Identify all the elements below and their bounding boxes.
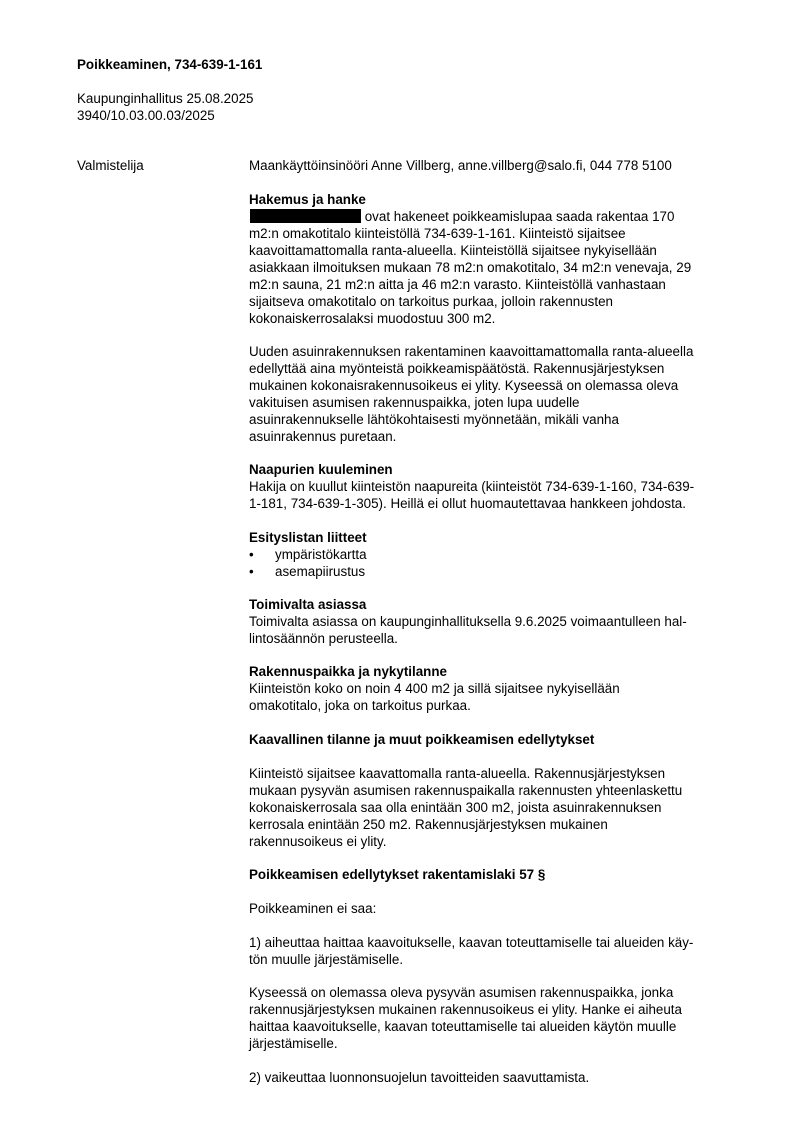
list-item: • asemapiirustus (249, 564, 366, 579)
paragraph-line: vakituisen asumisen rakennuspaikka, joten lupa uudelle (249, 395, 580, 410)
section-heading: Poikkeamisen edellytykset rakentamislaki 57 § (249, 867, 546, 882)
list-item: • ympäristökartta (249, 547, 367, 562)
paragraph-line: Hakija on kuullut kiinteistön naapureita (kiinteistöt 734-639-1-160, 734-639- (249, 479, 695, 494)
section-zoning-body (249, 765, 749, 850)
section-building-site (249, 663, 749, 714)
paragraph-line: Kyseessä on olemassa oleva pysyvän asumisen rakennuspaikka, jonka (249, 985, 674, 1000)
condition-item-1-answer (249, 984, 749, 1052)
paragraph-line: asuinrakennus puretaan. (249, 429, 397, 444)
paragraph-line: tön muulle järjestämiselle. (249, 952, 404, 967)
bullet-icon: • (249, 564, 254, 579)
section-jurisdiction (249, 596, 749, 647)
paragraph-line: asiakkaan ilmoituksen mukaan 78 m2:n omakotitalo, 34 m2:n venevaja, 29 (249, 260, 692, 275)
paragraph-line: haittaa kaavoitukselle, kaavan toteuttamiselle tai alueiden käytön muulle (249, 1019, 677, 1034)
section-heading: Hakemus ja hanke (249, 192, 366, 207)
condition-item-2 (249, 1069, 749, 1086)
paragraph-line: m2:n omakotitalo kiinteistöllä 734-639-1-161. Kiinteistö sijaitsee (249, 226, 626, 241)
preparer-label: Valmistelija (77, 158, 144, 173)
paragraph-line: mukaan pysyvän asumisen rakennuspaikalla rakennusten yhteenlaskettu (249, 783, 683, 798)
paragraph-line: Poikkeaminen ei saa: (249, 901, 377, 916)
section-heading: Toimivalta asiassa (249, 597, 367, 612)
document-title: Poikkeaminen, 734-639-1-161 (77, 57, 263, 72)
paragraph-line: m2:n sauna, 21 m2:n aitta ja 46 m2:n varasto. Kiinteistöllä vanhastaan (249, 277, 666, 292)
section-application (249, 191, 749, 327)
paragraph-line: 1-181, 734-639-1-305). Heillä ei ollut huomautettavaa hankkeen johdosta. (249, 496, 686, 511)
paragraph-line: edellyttää aina myönteistä poikkeamispäätöstä. Rakennusjärjestyksen (249, 361, 665, 376)
paragraph-line: Uuden asuinrakennuksen rakentaminen kaavoittamattomalla ranta-alueella (249, 344, 694, 359)
section-zoning (249, 731, 749, 748)
preparer-value: Maankäyttöinsinööri Anne Villberg, anne.villberg@salo.fi, 044 778 5100 (249, 158, 672, 173)
redaction-bar (250, 209, 361, 223)
conditions-intro (249, 900, 749, 917)
paragraph-line: kerrosala enintään 250 m2. Rakennusjärjestyksen mukainen (249, 817, 608, 832)
paragraph-line: ovat hakeneet poikkeamislupaa saada rakentaa 170 (249, 208, 749, 225)
section-heading: Rakennuspaikka ja nykytilanne (249, 664, 447, 679)
paragraph-line: 2) vaikeuttaa luonnonsuojelun tavoitteiden saavuttamista. (249, 1070, 590, 1085)
meeting-line: Kaupunginhallitus 25.08.2025 (77, 91, 254, 106)
paragraph-line: asuinrakennukselle lähtökohtaisesti myönnetään, mikäli vanha (249, 412, 619, 427)
section-application-p2 (249, 343, 749, 445)
paragraph-line: kokonaiskerrosala saa olla enintään 300 m2, joista asuinrakennuksen (249, 800, 662, 815)
paragraph-line: lintosäännön perusteella. (249, 631, 398, 646)
paragraph-line: kokonaiskerrosalaksi muodostuu 300 m2. (249, 311, 496, 326)
section-heading: Kaavallinen tilanne ja muut poikkeamisen edellytykset (249, 732, 595, 747)
paragraph-line: sijaitseva omakotitalo on tarkoitus purkaa, jolloin rakennusten (249, 294, 613, 309)
section-attachments (249, 529, 749, 580)
paragraph-line: järjestämiselle. (249, 1036, 338, 1051)
paragraph-line: Kiinteistö sijaitsee kaavattomalla ranta-alueella. Rakennusjärjestyksen (249, 766, 666, 781)
condition-item-1 (249, 934, 749, 968)
record-number: 3940/10.03.00.03/2025 (77, 108, 215, 123)
paragraph-line: Toimivalta asiassa on kaupunginhallituksella 9.6.2025 voimaantulleen hal- (249, 614, 687, 629)
paragraph-line: Kiinteistön koko on noin 4 400 m2 ja sillä sijaitsee nykyisellään (249, 681, 620, 696)
section-heading: Esityslistan liitteet (249, 530, 367, 545)
paragraph-line: mukainen kokonaisrakennusoikeus ei ylity. Kyseessä on olemassa oleva (249, 378, 679, 393)
paragraph-line: kaavoittamattomalla ranta-alueella. Kiinteistöllä sijaitsee nykyisellään (249, 243, 657, 258)
paragraph-line: 1) aiheuttaa haittaa kaavoitukselle, kaavan toteuttamiselle tai alueiden käy- (249, 935, 694, 950)
section-neighbours (249, 461, 749, 512)
paragraph-line: rakennusjärjestyksen mukainen rakennusoikeus ei ylity. Hanke ei aiheuta (249, 1002, 682, 1017)
section-heading: Naapurien kuuleminen (249, 462, 393, 477)
paragraph-line: omakotitalo, joka on tarkoitus purkaa. (249, 698, 471, 713)
section-conditions (249, 866, 749, 883)
bullet-icon: • (249, 547, 254, 562)
paragraph-line: rakennusoikeus ei ylity. (249, 834, 387, 849)
